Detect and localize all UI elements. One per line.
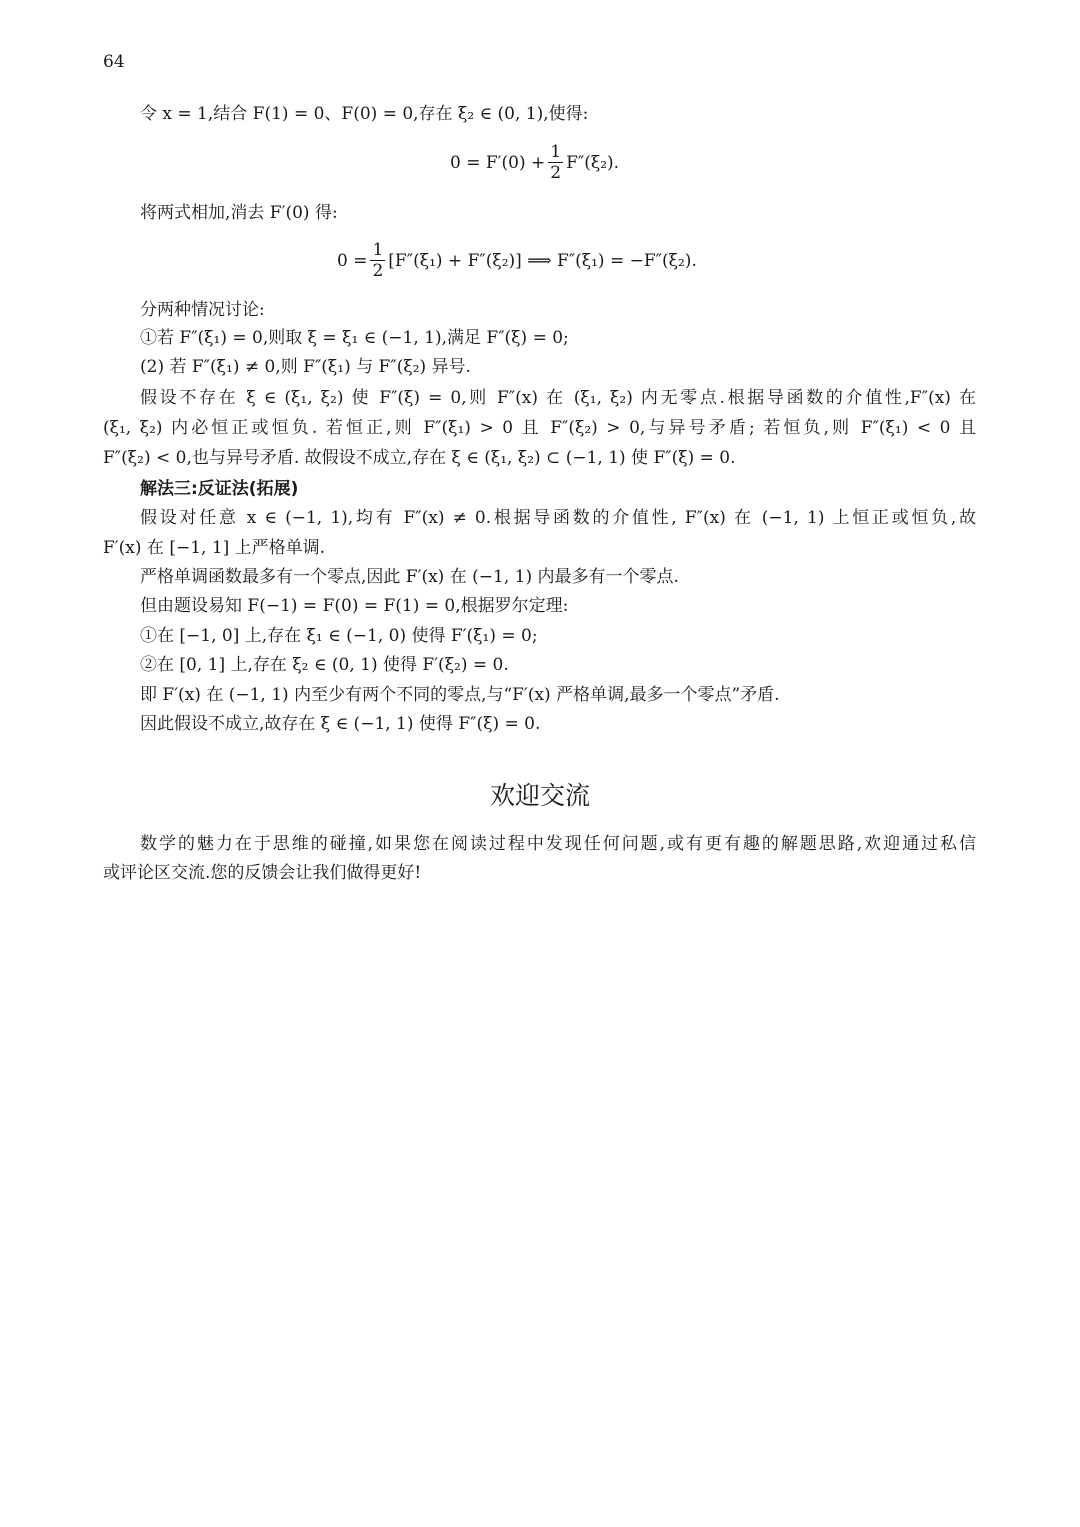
welcome-text: 或评论区交流.您的反馈会让我们做得更好! [103,863,422,883]
paragraph-line: 假设不存在 ξ ∈ (ξ₁, ξ₂) 使 F″(ξ) = 0,则 F″(x) 在 (ξ₁, ξ₂) 内无零点.根据导函数的介值性,F″(x) 在 [140,388,976,408]
equation-left: 0 = [337,250,368,271]
welcome-text: 数学的魅力在于思维的碰撞,如果您在阅读过程中发现任何问题,或有更有趣的解题思路,欢迎通过私信 [140,834,976,854]
equation-left: 0 = F′(0) + [450,152,546,173]
equation-1 [450,142,619,183]
fraction-numerator: 1 [372,240,384,260]
text-line: 将两式相加,消去 F′(0) 得: [140,203,338,223]
fraction-denominator: 2 [550,163,562,183]
text-line: 令 x = 1,结合 F(1) = 0、F(0) = 0,存在 ξ₂ ∈ (0, 1),使得: [140,104,589,124]
text-line: ①若 F″(ξ₁) = 0,则取 ξ = ξ₁ ∈ (−1, 1),满足 F″(ξ) = 0; [140,328,569,348]
paragraph-line: F″(ξ₂) < 0,也与异号矛盾. 故假设不成立,存在 ξ ∈ (ξ₁, ξ₂) ⊂ (−1, 1) 使 F″(ξ) = 0. [103,448,736,468]
equation-right: [F″(ξ₁) + F″(ξ₂)] ⟹ F″(ξ₁) = −F″(ξ₂). [388,250,697,271]
text-line: 严格单调函数最多有一个零点,因此 F′(x) 在 (−1, 1) 内最多有一个零点. [140,567,679,587]
paragraph-line: F′(x) 在 [−1, 1] 上严格单调. [103,538,326,558]
text-line: 即 F′(x) 在 (−1, 1) 内至少有两个不同的零点,与“F′(x) 严格单调,最多一个零点”矛盾. [140,685,780,705]
text-line: 但由题设易知 F(−1) = F(0) = F(1) = 0,根据罗尔定理: [140,596,569,616]
text-line: (2) 若 F″(ξ₁) ≠ 0,则 F″(ξ₁) 与 F″(ξ₂) 异号. [140,357,471,377]
text-line: ①在 [−1, 0] 上,存在 ξ₁ ∈ (−1, 0) 使得 F′(ξ₁) = 0; [140,626,538,646]
fraction [370,240,385,281]
fraction-denominator: 2 [372,261,384,281]
paragraph-line: (ξ₁, ξ₂) 内必恒正或恒负. 若恒正,则 F″(ξ₁) > 0 且 F″(ξ₂) > 0,与异号矛盾; 若恒负,则 F″(ξ₁) < 0 且 [103,418,976,438]
equation-right: F″(ξ₂). [566,152,620,173]
fraction [548,142,563,183]
section-heading: 解法三:反证法(拓展) [140,479,299,499]
welcome-heading: 欢迎交流 [489,781,590,810]
text-line: 分两种情况讨论: [140,300,265,320]
equation-2 [337,240,697,281]
text-line: 因此假设不成立,故存在 ξ ∈ (−1, 1) 使得 F″(ξ) = 0. [140,714,541,734]
text-line: ②在 [0, 1] 上,存在 ξ₂ ∈ (0, 1) 使得 F′(ξ₂) = 0. [140,655,509,675]
page-number: 64 [103,52,125,72]
fraction-numerator: 1 [550,142,562,162]
paragraph-line: 假设对任意 x ∈ (−1, 1),均有 F″(x) ≠ 0.根据导函数的介值性, F″(x) 在 (−1, 1) 上恒正或恒负,故 [140,508,976,528]
